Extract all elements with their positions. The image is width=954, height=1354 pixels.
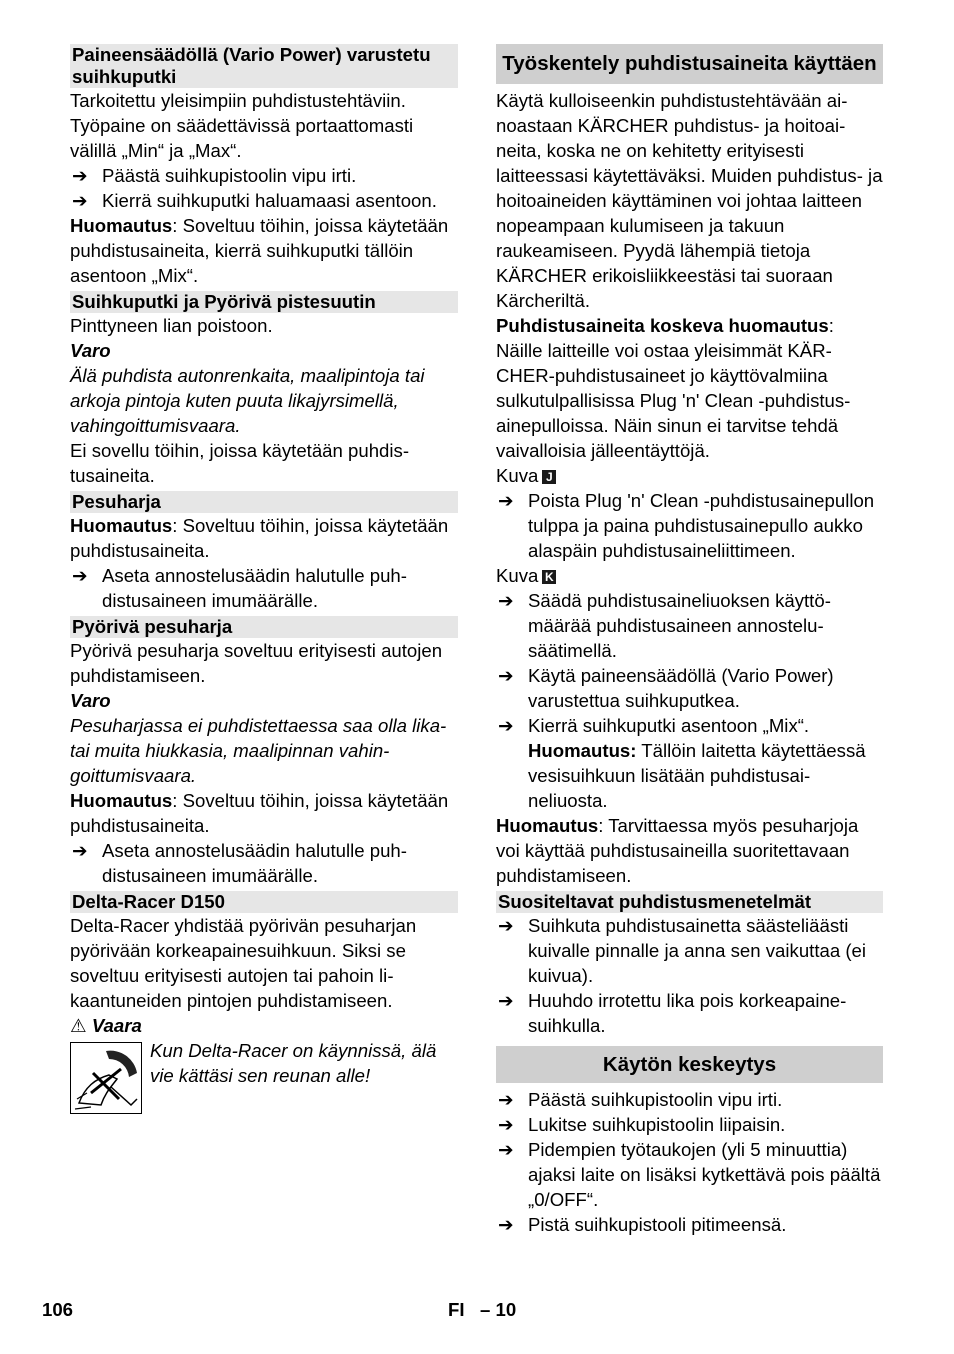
figure-letter: K — [542, 570, 556, 584]
note — [70, 788, 458, 838]
bullet-text: Pistä suihkupistooli pitimeensä. — [528, 1214, 787, 1235]
caution-label: Varo — [70, 340, 111, 361]
note-label: Huomautus — [70, 215, 173, 236]
note — [496, 313, 883, 463]
bullet-text: Lukitse suihkupistoolin liipaisin. — [528, 1114, 786, 1135]
bullet-text: Suihkuta puhdistusainetta säästeliäästi kuivalle pinnalle ja anna sen vaikuttaa (ei kuivua). — [528, 915, 867, 986]
note-label: Puhdistusaineita koskeva huomautus — [496, 315, 829, 336]
heading-rotary-brush: Pyörivä pesuharja — [70, 616, 458, 638]
note-label: Huomautus — [70, 790, 173, 811]
bullet-text: Poista Plug 'n' Clean -puhdistusainepullon tulppa ja paina puhdistusainepullo aukko alaspäin puhdistusaineliittimeen. — [528, 490, 875, 561]
note — [496, 813, 883, 888]
figure-ref — [496, 563, 883, 588]
warning-triangle-icon: ⚠ — [70, 1015, 87, 1036]
arrow-icon: ➔ — [498, 715, 514, 736]
note-label: Huomautus — [70, 515, 173, 536]
bullet-item — [496, 1112, 883, 1137]
figure-letter: J — [542, 470, 556, 484]
note-text: : Näille laitteille voi ostaa yleisimmät KÄRCHER-puhdistusaineet jo käyttövalmiina sulkutulpallisissa Plug 'n' Clean -puhdistusainepulloissa. Näin sinun ei tarvitse tehdä vaivalloisia jälleentäyttöjä. — [496, 315, 851, 461]
heading-brush: Pesuharja — [70, 491, 458, 513]
danger-heading — [70, 1013, 458, 1038]
heading-delta-racer: Delta-Racer D150 — [70, 891, 458, 913]
bullet-text: Päästä suihkupistoolin vipu irti. — [528, 1089, 783, 1110]
bullet-item — [70, 163, 458, 188]
arrow-icon: ➔ — [72, 840, 88, 861]
bullet-text: Säädä puhdistusaineliuoksen käyttömäärää puhdistusaineen annostelusäätimellä. — [528, 590, 831, 661]
paragraph: Tarkoitettu yleisimpiin puhdistustehtäviin. Työpaine on säädettävissä portaattomasti välillä „Min“ ja „Max“. — [70, 90, 414, 161]
bullet-item — [496, 663, 883, 713]
arrow-icon: ➔ — [498, 915, 514, 936]
paragraph: Pinttyneen lian poistoon. — [70, 315, 273, 336]
heading-detergent-use: Työskentely puhdistusaineita käyttäen — [496, 44, 883, 84]
caution-text: Älä puhdista autonrenkaita, maalipintoja tai arkoja pintoja kuten puuta likajyrsimellä, vahingoittumisvaara. — [70, 365, 425, 436]
hand-warning-pictogram — [70, 1042, 142, 1114]
bullet-text: Huuhdo irrotettu lika pois korkeapainesuihkulla. — [528, 990, 847, 1036]
paragraph: Delta-Racer yhdistää pyörivän pesuharjan pyörivään korkeapainesuihkuun. Siksi se soveltuu erityisesti autojen tai pahoin likaantuneiden pintojen puhdistamiseen. — [70, 915, 417, 1011]
figure-ref — [496, 463, 883, 488]
heading-nozzle: Suihkuputki ja Pyörivä pistesuutin — [70, 291, 458, 313]
caution-text: Pesuharjassa ei puhdistettaessa saa olla lika- tai muita hiukkasia, maalipinnan vahingoittumisvaara. — [70, 715, 447, 786]
bullet-text: Aseta annostelusäädin halutulle puhdistusaineen imumäärälle. — [102, 840, 407, 886]
paragraph: Ei sovellu töihin, joissa käytetään puhdistusaineita. — [70, 440, 410, 486]
heading-recommended-methods: Suositeltavat puhdistusmenetelmät — [496, 891, 883, 913]
bullet-text: Pidempien työtaukojen (yli 5 minuuttia) ajaksi laite on lisäksi kytkettävä pois päältä „0/OFF“. — [528, 1139, 881, 1210]
bullet-item — [496, 488, 883, 563]
paragraph: Käytä kulloiseenkin puhdistustehtävään ainoastaan KÄRCHER puhdistus- ja hoitoaineita, koska ne on kehitetty erityisesti laitteessasi käytettäväksi. Muiden puhdistus- ja hoitoaineiden käyttäminen voi johtaa laitteen nopeampaan kulumiseen ja takuun raukeamiseen. Pyydä lähempiä tietoja KÄRCHER erikoisliikkeestäsi tai suoraan Kärcheriltä. — [496, 90, 883, 311]
danger-label: Vaara — [91, 1015, 142, 1036]
arrow-icon: ➔ — [72, 190, 88, 211]
bullet-item — [496, 1087, 883, 1112]
arrow-icon: ➔ — [498, 990, 514, 1011]
figure-label: Kuva — [496, 465, 539, 486]
note — [70, 513, 458, 563]
danger-text: Kun Delta-Racer on käynnissä, älä vie kättäsi sen reunan alle! — [150, 1040, 437, 1086]
bullet-item — [70, 838, 458, 888]
arrow-icon: ➔ — [498, 1089, 514, 1110]
danger-block — [70, 1038, 458, 1114]
arrow-icon: ➔ — [72, 165, 88, 186]
figure-label: Kuva — [496, 565, 539, 586]
arrow-icon: ➔ — [498, 490, 514, 511]
note-text: : Soveltuu töihin, joissa käytetään puhdistusaineita. — [70, 790, 449, 836]
bullet-item — [496, 988, 883, 1038]
left-column — [70, 44, 458, 1114]
right-column — [496, 44, 883, 1237]
bullet-item — [496, 913, 883, 988]
bullet-text: Kierrä suihkuputki haluamaasi asentoon. — [102, 190, 437, 211]
page-number: 106 — [42, 1299, 74, 1320]
arrow-icon: ➔ — [498, 1214, 514, 1235]
arrow-icon: ➔ — [72, 565, 88, 586]
bullet-text: Aseta annostelusäädin halutulle puhdistusaineen imumäärälle. — [102, 565, 407, 611]
note-text: : Soveltuu töihin, joissa käytetään puhdistusaineita. — [70, 515, 449, 561]
bullet-text: Käytä paineensäädöllä (Vario Power) varustettua suihkuputkea. — [528, 665, 834, 711]
caution-label: Varo — [70, 690, 111, 711]
note-label: Huomautus — [496, 815, 599, 836]
bullet-text: Päästä suihkupistoolin vipu irti. — [102, 165, 357, 186]
heading-interruption: Käytön keskeytys — [496, 1046, 883, 1083]
bullet-item — [70, 563, 458, 613]
note-label: Huomautus: — [528, 740, 637, 761]
note-text: : Soveltuu töihin, joissa käytetään puhdistusaineita, kierrä suihkuputki tällöin asentoon „Mix“. — [70, 215, 449, 286]
heading-vario-power: Paineensäädöllä (Vario Power) varustetu suihkuputki — [70, 44, 458, 88]
bullet-item — [496, 1137, 883, 1212]
bullet-item — [496, 713, 883, 813]
bullet-text: Kierrä suihkuputki asentoon „Mix“. — [528, 715, 810, 736]
language-page-label: FI – 10 — [448, 1299, 517, 1320]
arrow-icon: ➔ — [498, 665, 514, 686]
arrow-icon: ➔ — [498, 590, 514, 611]
paragraph: Pyörivä pesuharja soveltuu erityisesti autojen puhdistamiseen. — [70, 640, 443, 686]
bullet-item — [496, 1212, 883, 1237]
arrow-icon: ➔ — [498, 1114, 514, 1135]
note-text: Tällöin laitetta käytettäessä vesisuihkuun lisätään puhdistusaineliuosta. — [528, 740, 866, 811]
bullet-item — [496, 588, 883, 663]
note — [70, 213, 458, 288]
bullet-item — [70, 188, 458, 213]
note-text: : Tarvittaessa myös pesuharjoja voi käyttää puhdistusaineilla suoritettavaan puhdistamiseen. — [496, 815, 859, 886]
arrow-icon: ➔ — [498, 1139, 514, 1160]
